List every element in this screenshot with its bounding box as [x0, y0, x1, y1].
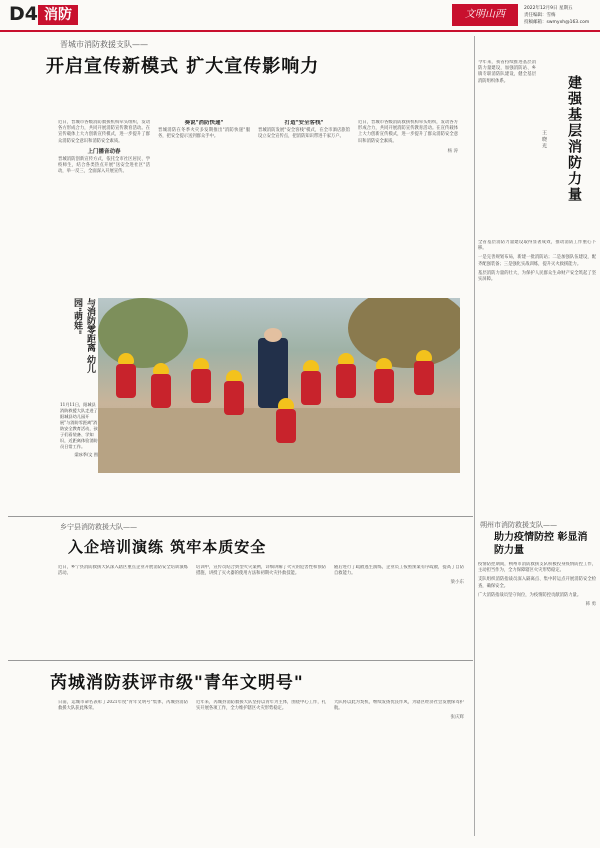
- child-hat: [118, 353, 134, 364]
- lead-kicker: 晋城市消防救援支队——: [60, 40, 148, 49]
- article2-paragraph: 培训中，宣传员结合典型火灾案例，详细讲解了火灾的危害性和预防措施，讲授了灭火器的使用方法和初期火灾扑救技能。: [196, 565, 326, 577]
- section-divider: [8, 516, 473, 517]
- child-hat: [226, 370, 242, 381]
- section-divider: [8, 660, 473, 661]
- right-box-kicker: 朔州市消防救援支队——: [480, 521, 557, 529]
- article3-paragraph: 近年来，芮城县消防救援大队坚持以青年为主体，围绕中心工作，扎实开展各项工作，全力维护辖区火灾形势稳定。: [196, 700, 326, 712]
- child-figure: [224, 381, 244, 415]
- photo-caption-body: 11月11日，阳城县消防救援大队走进了阳城县幼儿园开展"与消防零距离"消防安全教育活动，孩子们看装备、学知识，近距离体验消防员日常工作。: [60, 402, 98, 449]
- lead-subhead: 上门播音动春: [87, 148, 121, 155]
- right-column-paragraph: 今年来，我省持续推进基层消防力量建设，加强消防站、乡镇专职消防队建设，健全基层消防组织体系。: [478, 60, 536, 84]
- editor-line: 责任编辑：雪梅: [524, 13, 556, 18]
- right-box-author: 韩 勇: [585, 602, 596, 608]
- child-figure: [191, 369, 211, 403]
- tree-shape: [348, 298, 460, 368]
- article2-paragraph: 近日，乡宁县消防救援大队深入辖区重点企业开展消防安全培训演练活动。: [58, 565, 188, 577]
- child-hat: [278, 398, 294, 409]
- article3-column-1: [58, 700, 188, 835]
- child-figure: [336, 364, 356, 398]
- lead-column-3: [258, 120, 350, 292]
- child-hat: [193, 358, 209, 369]
- right-column-paragraph: 一是完善规划布局，新建一批消防站；二是加强队伍建设，配齐配强装备；三是强化实战训练，提升灭火救援能力。: [478, 255, 596, 267]
- right-column-body: [478, 240, 596, 508]
- child-hat: [376, 358, 392, 369]
- firefighter-head: [264, 328, 282, 342]
- child-figure: [414, 361, 434, 395]
- lead-subhead: 打造"安全客栈": [284, 120, 324, 126]
- lead-author: 杨 涛: [447, 148, 458, 154]
- article2-column-1: [58, 565, 188, 655]
- right-column-author: 王 晓 光: [541, 130, 547, 149]
- photo-caption-text: [60, 402, 98, 458]
- column-divider: [474, 36, 475, 836]
- email-line: 投稿邮箱：swmyxh@163.com: [524, 20, 590, 25]
- right-column-intro: [478, 60, 536, 235]
- article2-author: 梁小东: [450, 580, 464, 586]
- header-divider: [0, 30, 600, 32]
- tree-shape: [98, 298, 188, 368]
- article3-headline: 芮城消防获评市级"青年文明号": [50, 673, 304, 693]
- lead-paragraph: 近日，晋城市各级消防救援机构牵头组织，发动各方形成合力，共同开展消防宣传教育活动。在宣传载体上大力创新宣传模式，进一步提升了群众消防安全意识和消防安全素质。: [58, 120, 150, 144]
- article3-column-2: [196, 700, 326, 835]
- lead-column-4: [358, 120, 458, 292]
- section-label: 消防: [38, 5, 78, 25]
- lead-paragraph: 晋城消防在冬季火灾多发期推出"消防快递"服务，把安全提示送到群众手中。: [158, 128, 250, 140]
- child-hat: [153, 363, 169, 374]
- right-box-paragraph: 广大消防指战员坚守岗位，为疫情防控贡献消防力量。: [478, 592, 582, 598]
- child-figure: [276, 409, 296, 443]
- article3-paragraph: 大队将以此为契机，继续发扬优良作风，为辖区经济社会发展保驾护航。: [334, 700, 464, 712]
- child-hat: [338, 353, 354, 364]
- article2-column-3: [334, 565, 464, 655]
- lead-paragraph: 近日，晋城市各级消防救援机构牵头组织，发动各方形成合力，共同开展消防宣传教育活动。在宣传载体上大力创新宣传模式，进一步提升了群众消防安全意识和消防安全素质。: [358, 120, 458, 144]
- article3-author: 张庆辉: [450, 715, 464, 721]
- lead-paragraph: 晋城消防发展"安全客栈"模式，在全市酒店旅馆设立安全宣传点，把消防知识带进千家万户。: [258, 128, 350, 140]
- right-box-body: [478, 562, 596, 832]
- lead-headline: 开启宣传新模式 扩大宣传影响力: [46, 56, 320, 77]
- right-box-paragraph: 疫情防控期间，朔州市消防救援支队积极投身疫情防控工作，主动担当作为，全力保障辖区火灾形势稳定。: [478, 562, 596, 574]
- right-column-headline: 建强基层消防力量: [566, 75, 582, 203]
- page-number: D4: [9, 3, 38, 25]
- newspaper-logo: 文明山西: [452, 4, 518, 26]
- lead-subhead: 奏说"消防快递": [184, 120, 224, 126]
- child-figure: [151, 374, 171, 408]
- child-hat: [416, 350, 432, 361]
- photo-credit: 梁冰季/文 图: [74, 452, 98, 457]
- lead-column-1: [58, 120, 150, 292]
- news-photo: [98, 298, 460, 473]
- article2-kicker: 乡宁县消防救援大队——: [60, 523, 137, 531]
- article3-paragraph: 日前，运城市命名表彰了2021年度"青年文明号"集体，芮城县消防救援大队获此殊荣。: [58, 700, 188, 712]
- article3-column-3: [334, 700, 464, 835]
- child-hat: [303, 360, 319, 371]
- lead-column-2: [158, 120, 250, 292]
- lead-paragraph: 晋城消防创新宣传方式，依托全市社区居民、学校师生，结合各类热点开展"送安全进社区"活动，举一反三，全面深入开展宣传。: [58, 157, 150, 175]
- right-box-headline: 助力疫情防控 彰显消防力量: [494, 532, 588, 556]
- child-figure: [301, 371, 321, 405]
- right-column-paragraph: 基层消防力量的壮大，为保护人民群众生命财产安全筑起了坚实屏障。: [478, 270, 596, 283]
- child-figure: [116, 364, 136, 398]
- child-figure: [374, 369, 394, 403]
- masthead-info: [524, 5, 596, 26]
- article2-headline: 入企培训演练 筑牢本质安全: [68, 538, 267, 556]
- article2-column-2: [196, 565, 326, 655]
- right-column-paragraph: 全省基层消防力量建设取得显著成效，推动消防工作重心下移。: [478, 240, 596, 252]
- photo-caption-title: 与消防零距离 幼儿园"萌娃": [72, 298, 95, 374]
- right-box-paragraph: 支队组织消防指战员深入隔离点、集中转运点开展消防安全检查，确保安全。: [478, 577, 596, 589]
- article2-paragraph: 随后进行了疏散逃生演练，企业员工按照预案有序疏散，提高了自防自救能力。: [334, 565, 464, 577]
- issue-date: 2022年12月9日 星期五: [524, 6, 573, 11]
